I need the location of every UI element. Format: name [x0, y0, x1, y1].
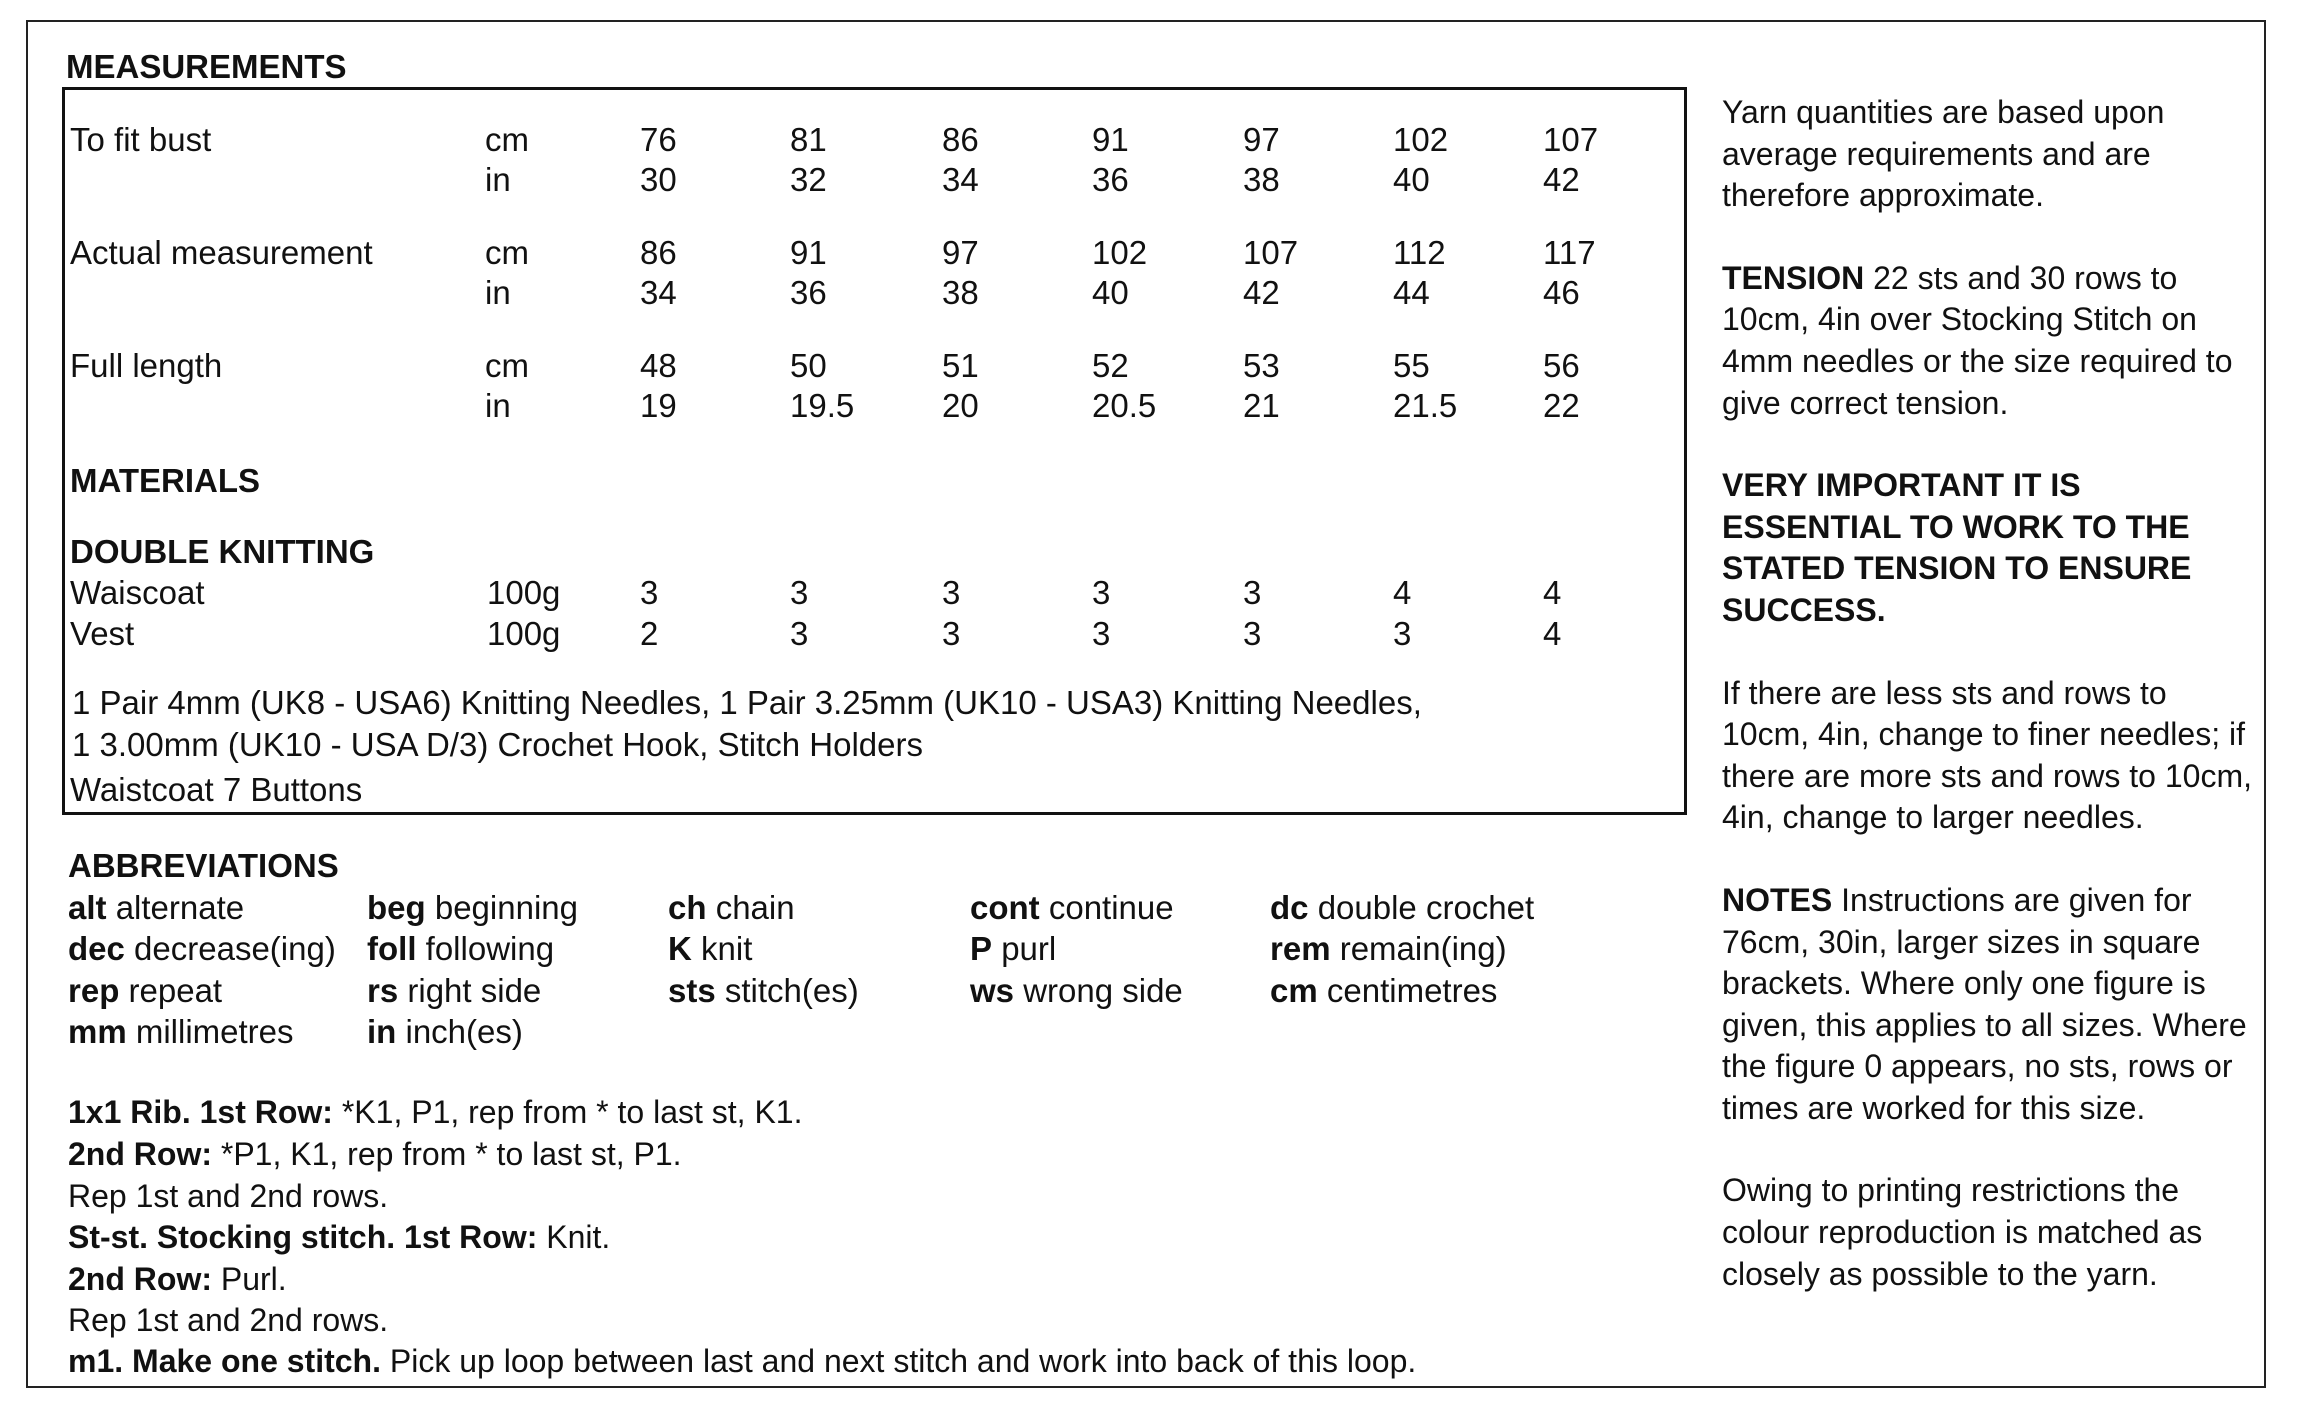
value-cm: 91 [790, 234, 827, 271]
yarn-balls: 3 [1243, 574, 1262, 611]
abbreviation-entry [68, 1012, 294, 1052]
unit-cm: cm [485, 347, 529, 384]
m1-instruction: m1. Make one stitch. Pick up loop between last and next stitch and work into back of this loop. [68, 1343, 1417, 1379]
abbreviation: cm [1270, 972, 1318, 1009]
measurement-label: Full length [70, 347, 223, 384]
value-in: 40 [1092, 274, 1129, 311]
abbreviation-meaning: wrong side [1023, 972, 1183, 1009]
needles-line-1: 1 Pair 4mm (UK8 - USA6) Knitting Needles, 1 Pair 3.25mm (UK10 - USA3) Knitting Needles, [72, 684, 1422, 721]
value-in: 34 [942, 161, 979, 198]
abbreviation-meaning: stitch(es) [724, 972, 859, 1009]
abbreviation: ws [970, 972, 1015, 1009]
tension-note: TENSION 22 sts and 30 rows to 10cm, 4in over Stocking Stitch on 4mm needles or the size required to give correct tension. [1722, 259, 2233, 421]
abbreviation-meaning: purl [1001, 930, 1057, 967]
value-in: 46 [1543, 274, 1580, 311]
value-cm: 91 [1092, 121, 1129, 158]
value-cm: 107 [1543, 121, 1599, 158]
yarn-balls: 3 [942, 574, 961, 611]
yarn-balls: 3 [1243, 615, 1262, 652]
abbreviation-entry [668, 888, 795, 928]
abbreviation: dc [1270, 889, 1309, 926]
value-in: 44 [1393, 274, 1430, 311]
abbreviation-meaning: repeat [128, 972, 223, 1009]
abbreviation-entry [1270, 971, 1497, 1011]
st-row-2: 2nd Row: Purl. [68, 1261, 287, 1297]
double-knitting-heading: DOUBLE KNITTING [70, 533, 375, 570]
yarn-balls: 2 [640, 615, 659, 652]
value-in: 36 [790, 274, 827, 311]
value-cm: 81 [790, 121, 827, 158]
yarn-balls: 3 [942, 615, 961, 652]
abbreviation-entry [367, 929, 554, 969]
unit-cm: cm [485, 234, 529, 271]
abbreviation-meaning: double crochet [1317, 889, 1535, 926]
abbreviation-entry [1270, 888, 1534, 928]
abbreviation: foll [367, 930, 417, 967]
abbreviation-entry [668, 971, 859, 1011]
value-cm: 53 [1243, 347, 1280, 384]
abbreviation-meaning: centimetres [1326, 972, 1498, 1009]
abbreviation-entry [970, 971, 1183, 1011]
value-cm: 48 [640, 347, 677, 384]
value-cm: 76 [640, 121, 677, 158]
measurement-label: Actual measurement [70, 234, 373, 271]
yarn-balls: 3 [1092, 574, 1111, 611]
abbreviation-meaning: continue [1048, 889, 1174, 926]
rib-repeat: Rep 1st and 2nd rows. [68, 1178, 389, 1214]
value-cm: 50 [790, 347, 827, 384]
unit-in: in [485, 274, 511, 311]
abbreviation-entry [970, 929, 1056, 969]
yarn-balls: 4 [1393, 574, 1412, 611]
value-in: 40 [1393, 161, 1430, 198]
yarn-balls: 3 [790, 615, 809, 652]
abbreviation: alt [68, 889, 107, 926]
value-cm: 107 [1243, 234, 1299, 271]
yarn-balls: 3 [1092, 615, 1111, 652]
abbreviation-entry [68, 971, 222, 1011]
value-in: 21 [1243, 387, 1280, 424]
value-cm: 117 [1543, 234, 1596, 271]
value-in: 22 [1543, 387, 1580, 424]
yarn-balls: 3 [1393, 615, 1412, 652]
value-cm: 86 [942, 121, 979, 158]
abbreviation: in [367, 1013, 397, 1050]
abbreviation-meaning: knit [701, 930, 753, 967]
value-in: 42 [1543, 161, 1580, 198]
abbreviation-meaning: decrease(ing) [134, 930, 336, 967]
value-in: 21.5 [1393, 387, 1458, 424]
value-in: 20 [942, 387, 979, 424]
abbreviation-entry [668, 929, 752, 969]
abbreviation: P [970, 930, 993, 967]
sizes-note: NOTES Instructions are given for 76cm, 30in, larger sizes in square brackets. Where only one figure is given, this applies to all sizes. Where the figure 0 appears, no sts, rows or times are worked for this size. [1722, 881, 2247, 1126]
value-in: 38 [1243, 161, 1280, 198]
abbreviation-meaning: chain [715, 889, 795, 926]
value-cm: 86 [640, 234, 677, 271]
value-in: 19.5 [790, 387, 855, 424]
abbreviation-entry [68, 888, 244, 928]
measurement-label: To fit bust [70, 121, 212, 158]
abbreviation-meaning: right side [407, 972, 542, 1009]
abbreviation-entry [68, 929, 336, 969]
value-in: 30 [640, 161, 677, 198]
abbreviation-meaning: following [425, 930, 555, 967]
unit-in: in [485, 161, 511, 198]
abbreviations-heading: ABBREVIATIONS [68, 847, 339, 884]
yarn-label: Vest [70, 615, 135, 652]
abbreviation: mm [68, 1013, 127, 1050]
abbreviation-entry [970, 888, 1174, 928]
value-cm: 97 [942, 234, 979, 271]
abbreviation-meaning: beginning [434, 889, 578, 926]
st-repeat: Rep 1st and 2nd rows. [68, 1302, 389, 1338]
value-in: 38 [942, 274, 979, 311]
value-in: 34 [640, 274, 677, 311]
unit-cm: cm [485, 121, 529, 158]
abbreviation: rem [1270, 930, 1331, 967]
st-row-1: St-st. Stocking stitch. 1st Row: Knit. [68, 1219, 611, 1255]
value-in: 19 [640, 387, 677, 424]
yarn-balls: 3 [640, 574, 659, 611]
value-in: 36 [1092, 161, 1129, 198]
value-cm: 51 [942, 347, 979, 384]
notes-column [1722, 92, 2262, 1336]
abbreviation-entry [367, 888, 578, 928]
abbreviation: dec [68, 930, 125, 967]
value-cm: 102 [1092, 234, 1148, 271]
abbreviation-entry [367, 1012, 523, 1052]
abbreviation: ch [668, 889, 707, 926]
value-cm: 97 [1243, 121, 1280, 158]
value-cm: 112 [1393, 234, 1446, 271]
value-cm: 55 [1393, 347, 1430, 384]
value-in: 42 [1243, 274, 1280, 311]
value-cm: 56 [1543, 347, 1580, 384]
yarn-balls: 4 [1543, 574, 1562, 611]
measurements-heading: MEASUREMENTS [66, 48, 347, 85]
rib-row-2: 2nd Row: *P1, K1, rep from * to last st, P1. [68, 1136, 682, 1172]
materials-heading: MATERIALS [70, 462, 261, 499]
abbreviation: rep [68, 972, 120, 1009]
yarn-balls: 3 [790, 574, 809, 611]
value-cm: 102 [1393, 121, 1449, 158]
unit-in: in [485, 387, 511, 424]
rib-row-1: 1x1 Rib. 1st Row: *K1, P1, rep from * to last st, K1. [68, 1094, 803, 1130]
value-cm: 52 [1092, 347, 1129, 384]
yarn-balls: 4 [1543, 615, 1562, 652]
yarn-weight: 100g [487, 615, 561, 652]
abbreviation: sts [668, 972, 716, 1009]
change-needles-note: If there are less sts and rows to 10cm, 4in, change to finer needles; if there are more sts and rows to 10cm, 4in, change to larger needles. [1722, 674, 2252, 836]
needles-line-2: 1 3.00mm (UK10 - USA D/3) Crochet Hook, Stitch Holders [72, 726, 923, 763]
abbreviation-meaning: remain(ing) [1339, 930, 1507, 967]
value-in: 32 [790, 161, 827, 198]
abbreviation-entry [367, 971, 541, 1011]
abbreviation-meaning: alternate [115, 889, 245, 926]
abbreviation-meaning: inch(es) [405, 1013, 523, 1050]
abbreviation-meaning: millimetres [135, 1013, 294, 1050]
printing-note: Owing to printing restrictions the colour reproduction is matched as closely as possible to the yarn. [1722, 1172, 2203, 1292]
buttons-line: Waistcoat 7 Buttons [70, 771, 363, 808]
yarn-label: Waiscoat [70, 574, 205, 611]
abbreviation-entry [1270, 929, 1507, 969]
abbreviation: cont [970, 889, 1040, 926]
yarn-quantities-note: Yarn quantities are based upon average requirements and are therefore approximate. [1722, 94, 2165, 214]
yarn-weight: 100g [487, 574, 561, 611]
abbreviation: beg [367, 889, 426, 926]
value-in: 20.5 [1092, 387, 1157, 424]
abbreviation: rs [367, 972, 399, 1009]
abbreviation: K [668, 930, 692, 967]
important-note: VERY IMPORTANT IT IS ESSENTIAL TO WORK TO THE STATED TENSION TO ENSURE SUCCESS. [1722, 467, 2192, 628]
